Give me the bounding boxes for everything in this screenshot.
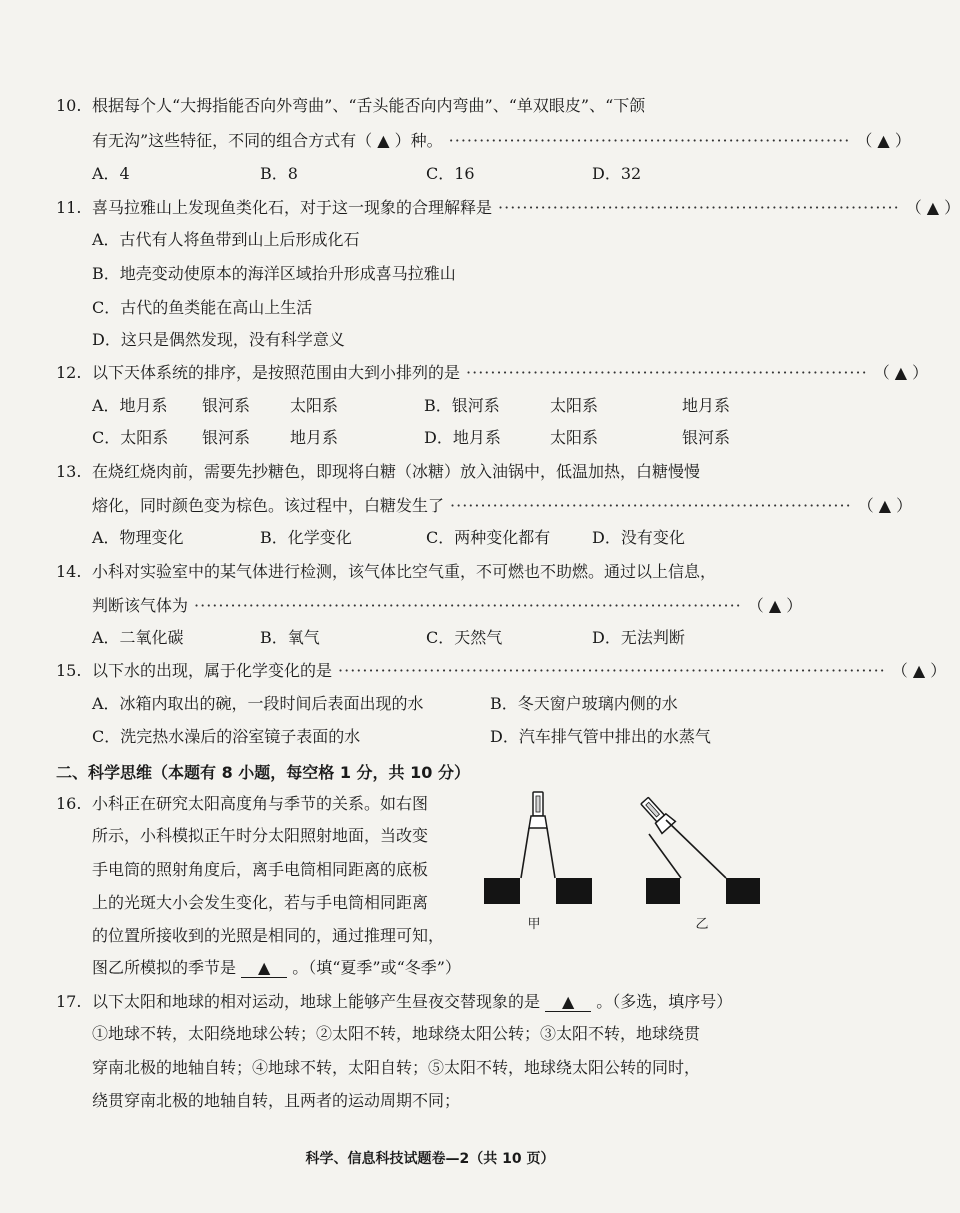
leader-dots: ·································································· xyxy=(448,131,851,150)
q12-option-a-1: A．地月系 xyxy=(92,396,168,415)
q16-answer-blank: ▲ xyxy=(241,959,287,978)
q14-line2-text: 判断该气体为 xyxy=(92,596,189,615)
figure-label-yi: 乙 xyxy=(695,917,709,932)
q17-number: 17. xyxy=(56,992,82,1011)
q15-option-a: A．冰箱内取出的碗，一段时间后表面出现的水 xyxy=(92,694,424,713)
q13-option-d: D．没有变化 xyxy=(592,528,685,547)
q13-line2 xyxy=(92,496,913,516)
q11-option-c: C．古代的鱼类能在高山上生活 xyxy=(92,298,313,317)
q10-option-b: B．8 xyxy=(260,164,298,183)
q12-answer: （ ▲ ） xyxy=(873,363,929,382)
q12-option-d-3: 银河系 xyxy=(682,428,731,447)
q17-line4: 绕贯穿南北极的地轴自转，且两者的运动周期不同； xyxy=(92,1091,461,1110)
q13-option-a: A．物理变化 xyxy=(92,528,184,547)
q10-line2-text: 有无沟”这些特征，不同的组合方式有（ ▲ ）种。 xyxy=(92,131,443,150)
q14-answer: （ ▲ ） xyxy=(747,596,803,615)
q14-option-c: C．天然气 xyxy=(426,628,503,647)
q12-option-d-1: D．地月系 xyxy=(424,428,501,447)
q12-option-b-1: B．银河系 xyxy=(424,396,500,415)
flashlight-diagram xyxy=(476,790,766,940)
q12-option-c-1: C．太阳系 xyxy=(92,428,169,447)
q17-line1-pre: 以下太阳和地球的相对运动，地球上能够产生昼夜交替现象的是 xyxy=(92,992,541,1011)
q16-line1: 小科正在研究太阳高度角与季节的关系。如右图 xyxy=(92,794,429,813)
q13-line2-text: 熔化，同时颜色变为棕色。该过程中，白糖发生了 xyxy=(92,496,445,515)
leader-dots: ·································································· xyxy=(450,496,852,515)
section-2-title: 二、科学思维（本题有 8 小题，每空格 1 分，共 10 分） xyxy=(56,763,470,782)
q11-option-a: A．古代有人将鱼带到山上后形成化石 xyxy=(92,230,360,249)
page-footer: 科学、信息科技试题卷—2（共 10 页） xyxy=(305,1151,555,1167)
q16-line5: 的位置所接收到的光照是相同的，通过推理可知， xyxy=(92,926,445,945)
q14-line1: 小科对实验室中的某气体进行检测，该气体比空气重，不可燃也不助燃。通过以上信息， xyxy=(92,562,717,581)
q16-line3: 手电筒的照射角度后，离手电筒相同距离的底板 xyxy=(92,860,429,879)
q15-option-b: B．冬天窗户玻璃内侧的水 xyxy=(490,694,678,713)
q11-option-b: B．地壳变动使原本的海洋区域抬升形成喜马拉雅山 xyxy=(92,264,456,283)
q13-option-b: B．化学变化 xyxy=(260,528,352,547)
q10-number: 10. xyxy=(56,96,82,115)
q10-option-d: D．32 xyxy=(592,164,642,183)
q10-option-c: C．16 xyxy=(426,164,475,183)
q10-line2 xyxy=(92,131,911,151)
q10-options xyxy=(92,164,772,186)
q13-options xyxy=(92,528,772,550)
q16-line2: 所示，小科模拟正午时分太阳照射地面，当改变 xyxy=(92,826,429,845)
q14-option-a: A．二氧化碳 xyxy=(92,628,184,647)
q10-option-a: A．4 xyxy=(92,164,130,183)
ground-board-a xyxy=(484,878,592,904)
q17-answer-blank: ▲ xyxy=(545,993,591,1012)
q15-line1-text: 以下水的出现，属于化学变化的是 xyxy=(92,661,333,680)
leader-dots: ·························································································· xyxy=(338,661,886,680)
q13-answer: （ ▲ ） xyxy=(857,496,913,515)
q12-options-row2 xyxy=(92,428,772,450)
q15-option-d: D．汽车排气管中排出的水蒸气 xyxy=(490,727,711,746)
q16-number: 16. xyxy=(56,794,82,813)
q16-figure xyxy=(476,790,766,940)
q12-option-d-2: 太阳系 xyxy=(550,428,599,447)
q15-answer: （ ▲ ） xyxy=(891,661,947,680)
q16-line6-post: 。（填“夏季”或“冬季”） xyxy=(292,958,461,977)
leader-dots: ·································································· xyxy=(498,198,900,217)
q14-option-b: B．氧气 xyxy=(260,628,320,647)
q11-answer: （ ▲ ） xyxy=(905,198,960,217)
q11-line1 xyxy=(92,198,960,218)
q12-line1 xyxy=(92,363,929,383)
q11-option-d: D．这只是偶然发现，没有科学意义 xyxy=(92,330,345,349)
q14-line2 xyxy=(92,596,803,616)
q16-line6 xyxy=(92,958,762,978)
q16-line4: 上的光斑大小会发生变化，若与手电筒相同距离 xyxy=(92,893,429,912)
q13-line1: 在烧红烧肉前，需要先抄糖色，即现将白糖（冰糖）放入油锅中，低温加热，白糖慢慢 xyxy=(92,462,701,481)
q10-answer: （ ▲ ） xyxy=(856,131,911,150)
ground-board-b xyxy=(646,878,760,904)
q11-number: 11. xyxy=(56,198,82,217)
q10-line1: 根据每个人“大拇指能否向外弯曲”、“舌头能否向内弯曲”、“单双眼皮”、“下颌 xyxy=(92,96,646,115)
flashlight-vertical-icon xyxy=(521,792,555,878)
leader-dots: ·························································································· xyxy=(194,596,742,615)
q12-option-c-3: 地月系 xyxy=(290,428,339,447)
q12-option-b-3: 地月系 xyxy=(682,396,731,415)
q14-number: 14. xyxy=(56,562,82,581)
q15-option-c: C．洗完热水澡后的浴室镜子表面的水 xyxy=(92,727,361,746)
q12-line1-text: 以下天体系统的排序，是按照范围由大到小排列的是 xyxy=(92,363,461,382)
q17-line1 xyxy=(92,992,762,1012)
q11-line1-text: 喜马拉雅山上发现鱼类化石，对于这一现象的合理解释是 xyxy=(92,198,493,217)
q15-options-row2 xyxy=(92,727,772,749)
q12-options-row1 xyxy=(92,396,772,418)
q12-option-a-3: 太阳系 xyxy=(290,396,339,415)
q15-number: 15. xyxy=(56,661,82,680)
q13-option-c: C．两种变化都有 xyxy=(426,528,551,547)
q15-line1 xyxy=(92,661,947,681)
q12-option-a-2: 银河系 xyxy=(202,396,251,415)
q14-options xyxy=(92,628,772,650)
flashlight-tilted-icon xyxy=(638,795,726,878)
q17-line2: ①地球不转，太阳绕地球公转；②太阳不转，地球绕太阳公转；③太阳不转，地球绕贯 xyxy=(92,1024,701,1043)
q17-line1-post: 。（多选，填序号） xyxy=(596,992,733,1011)
q12-number: 12. xyxy=(56,363,82,382)
q12-option-b-2: 太阳系 xyxy=(550,396,599,415)
q13-number: 13. xyxy=(56,462,82,481)
q12-option-c-2: 银河系 xyxy=(202,428,251,447)
q15-options-row1 xyxy=(92,694,772,716)
figure-label-jia: 甲 xyxy=(527,917,541,932)
q16-line6-pre: 图乙所模拟的季节是 xyxy=(92,958,237,977)
q14-option-d: D．无法判断 xyxy=(592,628,685,647)
leader-dots: ·································································· xyxy=(466,363,868,382)
q17-line3: 穿南北极的地轴自转；④地球不转，太阳自转；⑤太阳不转，地球绕太阳公转的同时， xyxy=(92,1058,701,1077)
